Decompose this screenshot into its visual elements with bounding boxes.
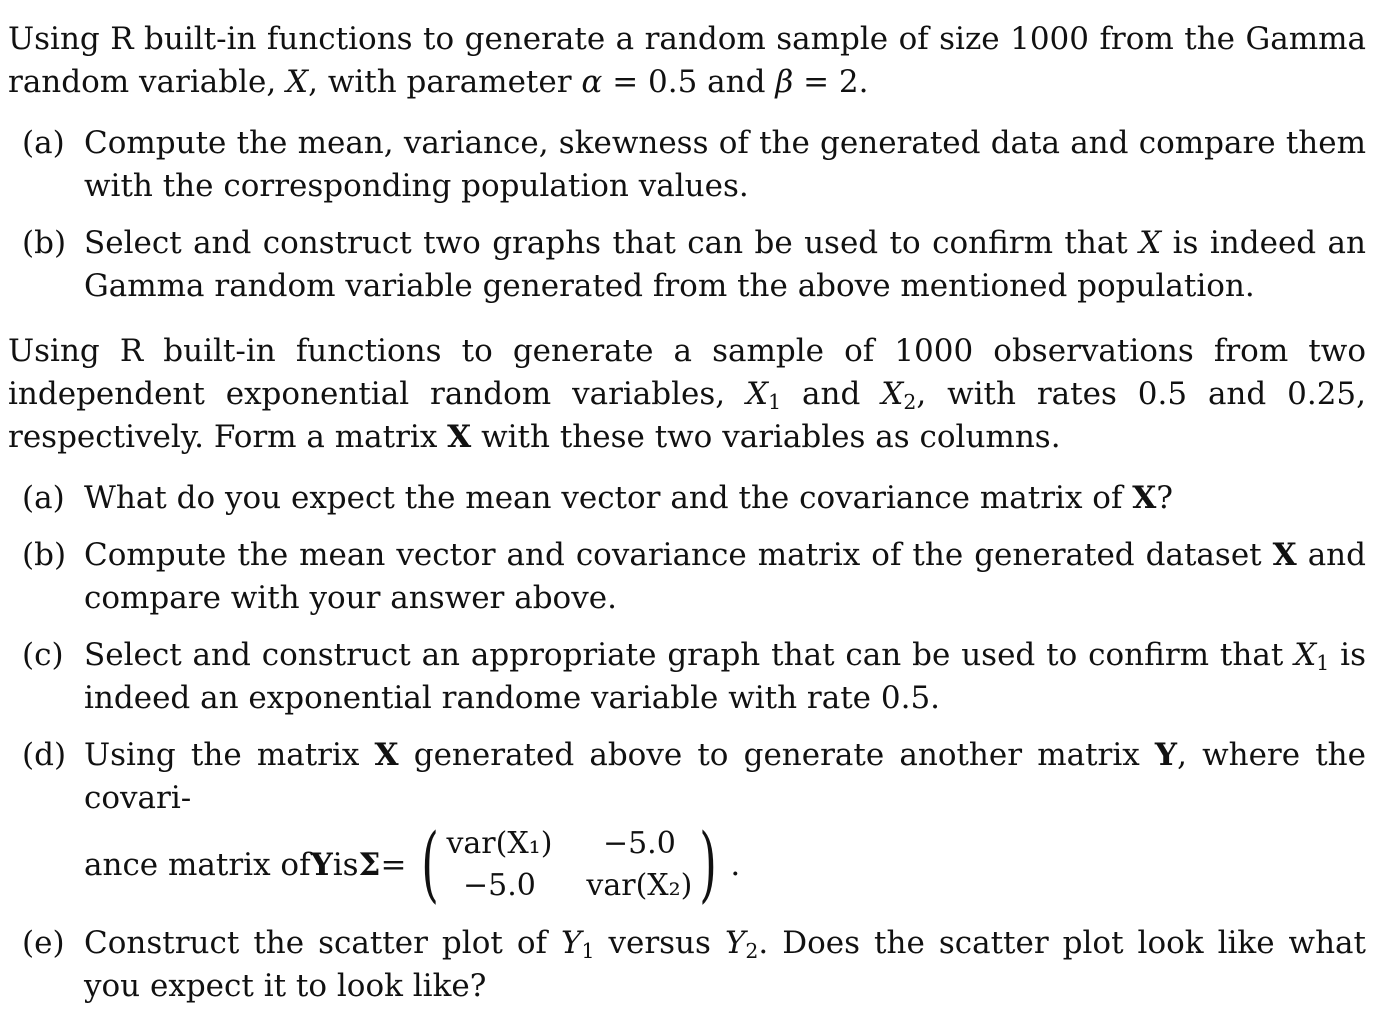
intro2-text-2: and <box>781 376 882 412</box>
item-text-pre: What do you expect the mean vector and the covariance matrix of <box>84 480 1133 516</box>
part2-item-b <box>8 534 1366 620</box>
left-paren: ( <box>421 817 440 912</box>
item-label: (a) <box>22 125 65 161</box>
covariance-equation <box>84 817 1366 912</box>
subscript-2: 2 <box>903 390 917 415</box>
intro1-text-a: Using R built-in functions to generate a random sample of size 1000 from the Gamma random variable, <box>8 21 1366 100</box>
var-x1: X <box>1294 637 1317 673</box>
item-text: Compute the mean, variance, skewness of the generated data and compare them with the corresponding population values. <box>84 125 1366 204</box>
item-text-line2: ance matrix of <box>84 846 311 883</box>
matrix-x: X <box>1132 480 1157 516</box>
item-label: (b) <box>22 537 67 573</box>
matrix-grid <box>446 823 692 907</box>
intro2-text-1: Using R built-in functions to generate a sample of 1000 observations from two independent exponential random variables, <box>8 333 1366 412</box>
item-text-post: , where the covari- <box>84 737 1366 816</box>
part1-list <box>8 122 1366 308</box>
item-text-post: is indeed an Gamma random variable generated from the above mentioned population. <box>84 225 1366 304</box>
part2-item-d <box>8 734 1366 912</box>
matrix-x: X <box>447 419 472 455</box>
item-text-pre: Select and construct an appropriate graph that can be used to confirm that <box>84 637 1295 673</box>
problem-sheet <box>8 18 1366 1022</box>
intro1-text-b: , with parameter <box>308 64 582 100</box>
matrix-cell-11: var(X₁) <box>446 826 553 861</box>
item-text-is: is <box>332 846 359 883</box>
var-x2: X <box>881 376 904 412</box>
matrix-x: X <box>1272 537 1297 573</box>
item-text-pre: Select and construct two graphs that can be used to confirm that <box>84 225 1140 261</box>
item-text-mid: versus <box>594 925 725 961</box>
var-y1: Y <box>560 925 582 961</box>
part2-item-c <box>8 634 1366 720</box>
matrix-cell-21: −5.0 <box>462 868 536 903</box>
intro2-text-3: , with rates 0.5 and 0.25, respectively. Form a matrix <box>8 376 1367 455</box>
right-paren: ) <box>699 817 718 912</box>
subscript-1: 1 <box>1316 651 1330 676</box>
item-text-post: and compare with your answer above. <box>84 537 1366 616</box>
matrix-x: X <box>374 737 399 773</box>
part1-item-a <box>8 122 1366 208</box>
item-text-pre: Compute the mean vector and covariance matrix of the generated dataset <box>84 537 1273 573</box>
item-label: (b) <box>22 225 67 261</box>
subscript-1: 1 <box>581 939 595 964</box>
part2-list <box>8 477 1366 1008</box>
var-x: X <box>1139 225 1162 261</box>
item-label: (d) <box>22 737 67 773</box>
part1-item-b <box>8 222 1366 308</box>
intro-paragraph-2 <box>8 330 1366 459</box>
subscript-2: 2 <box>745 939 759 964</box>
var-x: X <box>286 64 309 100</box>
matrix-y: Y <box>1154 737 1178 773</box>
part2-item-a <box>8 477 1366 520</box>
matrix-y: Y <box>310 846 333 883</box>
part2-item-e <box>8 922 1366 1008</box>
item-text-pre: Using the matrix <box>84 737 375 773</box>
alpha-value: = 0.5 and <box>602 64 776 100</box>
item-label: (e) <box>22 925 65 961</box>
item-text-mid: generated above to generate another matrix <box>398 737 1155 773</box>
item-text-post: . Does the scatter plot look like what you expect it to look like? <box>84 925 1366 1004</box>
item-text-pre: Construct the scatter plot of <box>84 925 561 961</box>
matrix-cell-12: −5.0 <box>602 826 676 861</box>
var-x1: X <box>746 376 769 412</box>
beta-symbol: β <box>775 64 794 100</box>
item-text-post: is indeed an exponential randome variable with rate 0.5. <box>84 637 1366 716</box>
item-label: (c) <box>22 637 64 673</box>
sigma-symbol: Σ <box>358 846 381 883</box>
equals-sign: = <box>380 846 407 883</box>
subscript-1: 1 <box>768 390 782 415</box>
intro-paragraph-1 <box>8 18 1366 104</box>
item-text-post: ? <box>1156 480 1173 516</box>
intro2-text-4: with these two variables as columns. <box>471 419 1061 455</box>
covariance-matrix <box>414 817 724 912</box>
var-y2: Y <box>724 925 746 961</box>
beta-value: = 2. <box>793 64 869 100</box>
matrix-cell-22: var(X₂) <box>586 868 693 903</box>
alpha-symbol: α <box>581 64 603 100</box>
period: . <box>730 846 741 883</box>
item-label: (a) <box>22 480 65 516</box>
